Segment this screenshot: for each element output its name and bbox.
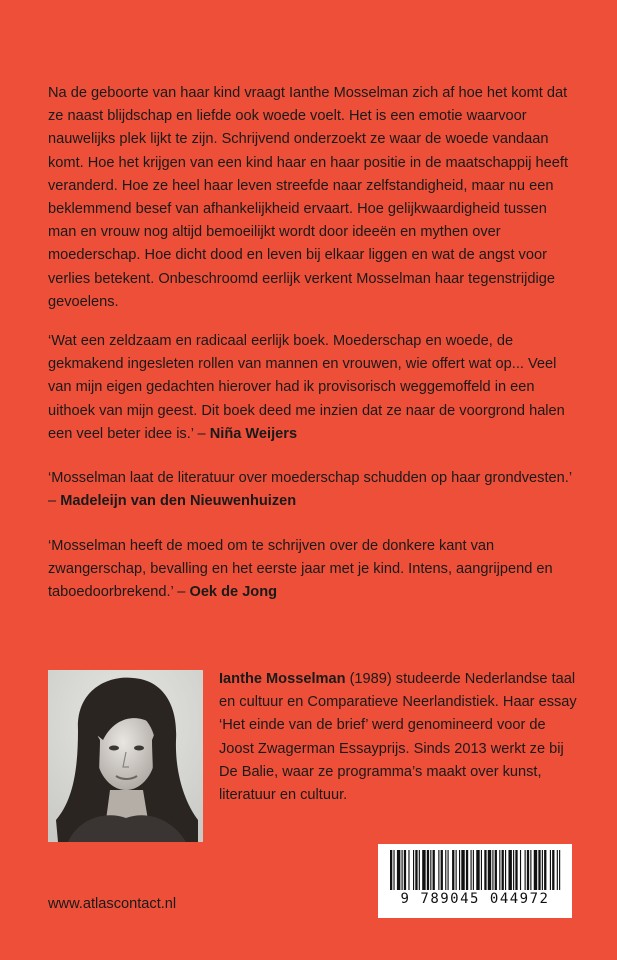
barcode-bar bbox=[422, 850, 425, 890]
barcode-bar bbox=[419, 850, 420, 890]
quote-1 bbox=[48, 330, 573, 446]
author-name: Ianthe Mosselman bbox=[219, 671, 346, 687]
barcode-bar bbox=[481, 850, 482, 890]
isbn-number: 9 789045 044972 bbox=[400, 891, 550, 907]
barcode-bar bbox=[427, 850, 429, 890]
barcode-bar bbox=[476, 850, 479, 890]
barcode-bar bbox=[402, 850, 403, 890]
author-bio-text: (1989) studeerde Nederlandse taal en cultuur en Comparatieve Neerlandistiek. Haar essay ‘Het einde van de brief’ werd genomineerd voor de Joost Zwagerman Essayprijs. Sinds 2013 werkt ze bij De Balie, waar ze programma’s maakt over kunst, literatuur en cultuur. bbox=[219, 671, 577, 804]
barcode-bar bbox=[557, 850, 558, 890]
barcode-bar bbox=[452, 850, 454, 890]
quote-1-author: Niña Weijers bbox=[209, 425, 298, 442]
barcode-bar bbox=[445, 850, 446, 890]
barcode-bar bbox=[520, 850, 521, 890]
barcode-bar bbox=[544, 850, 546, 890]
isbn-barcode bbox=[378, 844, 572, 918]
barcode-bar bbox=[495, 850, 497, 890]
barcode-bar bbox=[456, 850, 457, 890]
barcode-bar bbox=[499, 850, 500, 890]
barcode-bar bbox=[408, 850, 409, 890]
barcode-bar bbox=[542, 850, 543, 890]
barcode-bar bbox=[473, 850, 474, 890]
barcode-icon bbox=[388, 850, 562, 892]
barcode-bar bbox=[433, 850, 435, 890]
barcode-bar bbox=[502, 850, 504, 890]
barcode-bar bbox=[413, 850, 414, 890]
quote-3-text: ‘Mosselman heeft de moed om te schrijven over de donkere kant van zwangerschap, bevalling en het eerste jaar met je kind. Intens, aangrijpend en taboedoorbrekend.’ – bbox=[48, 538, 553, 601]
quote-2 bbox=[48, 467, 573, 513]
barcode-bar bbox=[484, 850, 486, 890]
barcode-bar bbox=[397, 850, 400, 890]
barcode-bar bbox=[515, 850, 517, 890]
barcode-bar bbox=[550, 850, 551, 890]
barcode-bar bbox=[488, 850, 491, 890]
quote-2-text: ‘Mosselman laat de literatuur over moederschap schudden op haar grondvesten.’ – bbox=[48, 470, 572, 510]
barcode-bar bbox=[404, 850, 406, 890]
author-photo bbox=[48, 670, 203, 842]
barcode-bar bbox=[505, 850, 506, 890]
blurb-text: Na de geboorte van haar kind vraagt Ianthe Mosselman zich af hoe het komt dat ze naast blijdschap en liefde ook woede voelt. Het is een emotie waarvoor nauwelijks plek lijkt te zijn. Schrijvend onderzoekt ze waar de woede vandaan komt. Hoe het krijgen van een kind haar en haar positie in de maatschappij heeft veranderd. Hoe ze heel haar leven streefde naar zelfstandigheid, maar nu een beklemmend besef van afhankelijkheid ervaart. Hoe gelijkwaardigheid tussen man en vrouw nog altijd bemoeilijkt wordt door ideeën en mythen over moederschap. Hoe dicht dood en leven bij elkaar liggen en wat de angst voor verlies betekent. Onbeschroomd eerlijk verkent Mosselman haar tegenstrijdige gevoelens. bbox=[48, 85, 569, 310]
barcode-bar bbox=[538, 850, 540, 890]
barcode-bar bbox=[530, 850, 531, 890]
barcode-bar bbox=[552, 850, 554, 890]
barcode-bar bbox=[393, 850, 394, 890]
barcode-bar bbox=[466, 850, 468, 890]
barcode-bar bbox=[508, 850, 511, 890]
barcode-bar bbox=[461, 850, 464, 890]
author-bio bbox=[219, 668, 579, 807]
author-portrait-icon bbox=[48, 670, 203, 842]
barcode-bar bbox=[471, 850, 472, 890]
quote-3-author: Oek de Jong bbox=[189, 584, 278, 601]
barcode-bar bbox=[390, 850, 392, 890]
barcode-bar bbox=[430, 850, 431, 890]
barcode-bar bbox=[534, 850, 537, 890]
quote-3 bbox=[48, 535, 573, 605]
barcode-bar bbox=[527, 850, 529, 890]
barcode-bar bbox=[559, 850, 560, 890]
barcode-bar bbox=[513, 850, 514, 890]
barcode-bar bbox=[459, 850, 460, 890]
barcode-bar bbox=[525, 850, 526, 890]
barcode-bar bbox=[441, 850, 443, 890]
barcode-bar bbox=[415, 850, 417, 890]
barcode-bar bbox=[448, 850, 449, 890]
quote-2-author: Madeleijn van den Nieuwenhuizen bbox=[60, 493, 297, 510]
barcode-bar bbox=[492, 850, 493, 890]
quote-1-text: ‘Wat een zeldzaam en radicaal eerlijk boek. Moederschap en woede, de gekmakend ingesleten rollen van mannen en vrouwen, wie offert wat op... Veel van mijn eigen gedachten hierover had ik provisorisch weggemoffeld in een uithoek van mijn geest. Dit boek deed me inzien dat ze naar de voorgrond halen een veel beter idee is.’ – bbox=[48, 333, 565, 442]
publisher-website: www.atlascontact.nl bbox=[48, 896, 177, 912]
barcode-bar bbox=[438, 850, 439, 890]
